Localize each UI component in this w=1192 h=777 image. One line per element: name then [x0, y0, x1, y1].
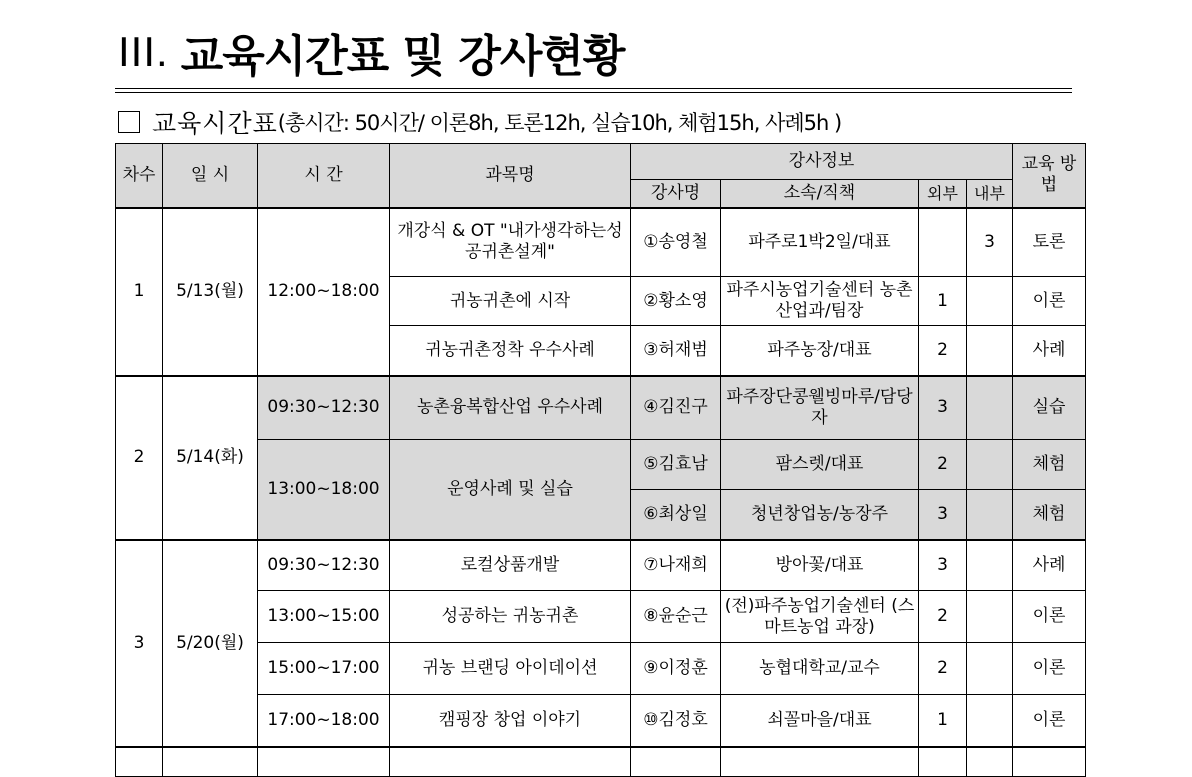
internal-cell [967, 440, 1013, 490]
table-row [116, 643, 1086, 695]
external-cell: 3 [919, 490, 967, 540]
internal-cell [967, 695, 1013, 747]
course-cell: 귀농귀촌정착 우수사례 [390, 326, 631, 376]
affiliation-cell: 파주시농업기술센터 농촌산업과/팀장 [721, 277, 919, 326]
external-cell: 3 [919, 540, 967, 591]
internal-cell [967, 326, 1013, 376]
header-row-1 [116, 144, 1086, 180]
name-cell: ⑧윤순근 [631, 591, 721, 643]
round-cell: 1 [116, 208, 163, 376]
subtitle-main: 교육시간표 [152, 109, 278, 138]
internal-cell: 3 [967, 208, 1013, 277]
affiliation-cell: 방아꽃/대표 [721, 540, 919, 591]
external-cell: 3 [919, 376, 967, 440]
method-cell: 이론 [1013, 591, 1086, 643]
header-internal: 내부 [967, 180, 1013, 208]
header-time: 시 간 [258, 144, 390, 208]
method-cell: 사례 [1013, 540, 1086, 591]
header-instructor-info: 강사정보 [631, 144, 1013, 180]
name-cell: ⑤김효남 [631, 440, 721, 490]
method-cell: 이론 [1013, 695, 1086, 747]
affiliation-cell: 청년창업농/농장주 [721, 490, 919, 540]
time-cell: 09:30~12:30 [258, 376, 390, 440]
checkbox-square-icon [118, 111, 140, 133]
method-cell: 이론 [1013, 643, 1086, 695]
external-cell: 2 [919, 643, 967, 695]
header-name: 강사명 [631, 180, 721, 208]
internal-cell [967, 277, 1013, 326]
method-cell: 사례 [1013, 326, 1086, 376]
name-cell: ③허재범 [631, 326, 721, 376]
affiliation-cell: (전)파주농업기술센터 (스마트농업 과장) [721, 591, 919, 643]
schedule-table [115, 143, 1086, 777]
section-title [118, 20, 624, 84]
affiliation-cell: 쇠꼴마을/대표 [721, 695, 919, 747]
name-cell: ⑩김정호 [631, 695, 721, 747]
round-cell: 3 [116, 540, 163, 747]
course-cell: 로컬상품개발 [390, 540, 631, 591]
course-cell: 캠핑장 창업 이야기 [390, 695, 631, 747]
time-cell: 12:00~18:00 [258, 208, 390, 376]
method-cell: 이론 [1013, 277, 1086, 326]
course-cell: 귀농 브랜딩 아이데이션 [390, 643, 631, 695]
section-title-text: 교육시간표 및 강사현황 [180, 31, 625, 82]
external-cell: 1 [919, 695, 967, 747]
course-cell: 농촌융복합산업 우수사례 [390, 376, 631, 440]
table-row [116, 695, 1086, 747]
external-cell [919, 208, 967, 277]
round-cell: 2 [116, 376, 163, 540]
header-external: 외부 [919, 180, 967, 208]
time-cell: 13:00~18:00 [258, 440, 390, 540]
external-cell: 1 [919, 277, 967, 326]
course-cell: 성공하는 귀농귀촌 [390, 591, 631, 643]
internal-cell [967, 591, 1013, 643]
header-affiliation: 소속/직책 [721, 180, 919, 208]
external-cell: 2 [919, 326, 967, 376]
name-cell: ②황소영 [631, 277, 721, 326]
time-cell: 09:30~12:30 [258, 540, 390, 591]
affiliation-cell: 파주농장/대표 [721, 326, 919, 376]
external-cell: 2 [919, 440, 967, 490]
internal-cell [967, 643, 1013, 695]
title-rule-top [115, 88, 1072, 89]
date-cell: 5/14(화) [163, 376, 258, 540]
table-row-partial [116, 747, 1086, 777]
time-cell: 17:00~18:00 [258, 695, 390, 747]
time-cell: 15:00~17:00 [258, 643, 390, 695]
name-cell: ⑦나재희 [631, 540, 721, 591]
affiliation-cell: 파주로1박2일/대표 [721, 208, 919, 277]
header-method: 교육 방법 [1013, 144, 1086, 208]
course-cell: 운영사례 및 실습 [390, 440, 631, 540]
course-cell: 귀농귀촌에 시작 [390, 277, 631, 326]
date-cell: 5/13(월) [163, 208, 258, 376]
table-row [116, 540, 1086, 591]
internal-cell [967, 490, 1013, 540]
header-course: 과목명 [390, 144, 631, 208]
name-cell: ⑥최상일 [631, 490, 721, 540]
table-row [116, 376, 1086, 440]
internal-cell [967, 540, 1013, 591]
name-cell: ①송영철 [631, 208, 721, 277]
affiliation-cell: 팜스렛/대표 [721, 440, 919, 490]
header-date: 일 시 [163, 144, 258, 208]
method-cell: 실습 [1013, 376, 1086, 440]
title-rule-bottom [115, 92, 1072, 93]
table-row [116, 208, 1086, 277]
time-cell: 13:00~15:00 [258, 591, 390, 643]
internal-cell [967, 376, 1013, 440]
subtitle [118, 104, 841, 140]
name-cell: ④김진구 [631, 376, 721, 440]
course-cell: 개강식 & OT "내가생각하는성공귀촌설계" [390, 208, 631, 277]
external-cell: 2 [919, 591, 967, 643]
affiliation-cell: 파주장단콩웰빙마루/담당자 [721, 376, 919, 440]
method-cell: 토론 [1013, 208, 1086, 277]
name-cell: ⑨이정훈 [631, 643, 721, 695]
section-number: III. [118, 28, 169, 75]
table-row [116, 440, 1086, 490]
header-round: 차수 [116, 144, 163, 208]
method-cell: 체험 [1013, 440, 1086, 490]
table-row [116, 591, 1086, 643]
date-cell: 5/20(월) [163, 540, 258, 747]
method-cell: 체험 [1013, 490, 1086, 540]
subtitle-hours: (총시간: 50시간/ 이론8h, 토론12h, 실습10h, 체험15h, 사례5h ) [277, 111, 842, 135]
affiliation-cell: 농협대학교/교수 [721, 643, 919, 695]
